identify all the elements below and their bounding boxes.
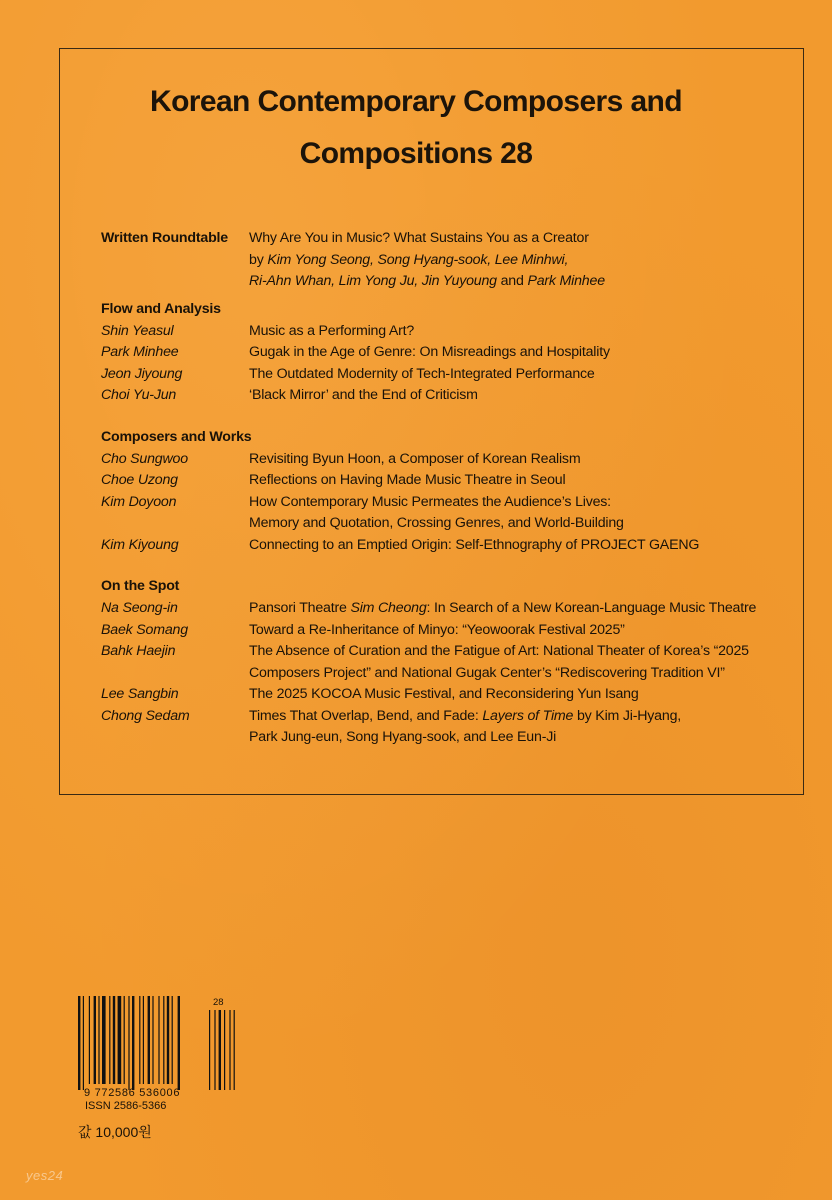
section-heading: Written Roundtable	[101, 230, 228, 246]
book-title	[0, 76, 832, 180]
article-author: Kim Doyoon	[101, 493, 177, 510]
section-on-the-spot	[101, 574, 781, 749]
article-author: Lee Sangbin	[101, 686, 179, 702]
barcode-bar	[78, 996, 80, 1090]
article-title: Revisiting Byun Hoon, a Composer of Korean Realism	[249, 450, 581, 467]
barcode-addon-bar	[234, 1010, 235, 1090]
section-written-roundtable	[101, 228, 781, 293]
section-heading: Composers and Works	[101, 428, 252, 445]
article-title: ‘Black Mirror’ and the End of Criticism	[249, 387, 478, 403]
barcode-addon-bar	[214, 1010, 215, 1090]
barcode-bar	[113, 996, 115, 1084]
article-author: Choi Yu-Jun	[101, 387, 177, 403]
article-author: Park Minhee	[101, 344, 179, 360]
barcode-bar	[94, 996, 96, 1084]
roundtable-authors-line-2: Ri-Ahn Whan, Lim Yong Ju, Jin Yuyoung and Park Minhee	[249, 273, 605, 289]
list-item	[101, 684, 781, 706]
issn: ISSN 2586-5366	[85, 1100, 167, 1112]
article-title: The Outdated Modernity of Tech-Integrated Performance	[249, 365, 595, 382]
roundtable-row	[101, 228, 781, 293]
list-item	[101, 449, 781, 471]
section-heading: Flow and Analysis	[101, 300, 221, 317]
list-item	[101, 598, 781, 620]
list-item	[101, 342, 781, 364]
barcode-bar	[124, 996, 125, 1084]
barcode-bar	[83, 996, 84, 1090]
barcode-bar	[148, 996, 150, 1084]
list-item	[101, 535, 781, 557]
title-line-2: Compositions 28	[299, 137, 533, 170]
article-author: Kim Kiyoung	[101, 536, 179, 553]
roundtable-authors-line-1: by Kim Yong Seong, Song Hyang-sook, Lee Minhwi,	[249, 251, 569, 268]
list-item	[101, 492, 781, 535]
barcode-bar	[109, 996, 110, 1084]
barcode-bar	[102, 996, 106, 1084]
list-item	[101, 641, 781, 684]
list-item	[101, 321, 781, 343]
watermark: yes24	[26, 1168, 64, 1183]
barcode-bar	[163, 996, 164, 1084]
list-item	[101, 470, 781, 492]
roundtable-title: Why Are You in Music? What Sustains You as a Creator	[249, 230, 589, 246]
article-title: The 2025 KOCOA Music Festival, and Reconsidering Yun Isang	[249, 686, 639, 702]
article-title: Gugak in the Age of Genre: On Misreadings and Hospitality	[249, 344, 610, 360]
barcode-digits: 9 772586 536006	[84, 1087, 181, 1099]
list-item	[101, 385, 781, 407]
barcode-addon-bar	[229, 1010, 230, 1090]
barcode-bar	[178, 996, 180, 1090]
price: 값 10,000원	[78, 1124, 152, 1140]
article-title: Connecting to an Emptied Origin: Self-Ethnography of PROJECT GAENG	[249, 536, 700, 553]
article-author: Chong Sedam	[101, 707, 190, 724]
article-author: Na Seong-in	[101, 600, 178, 616]
article-title: How Contemporary Music Permeates the Audience’s Lives: Memory and Quotation, Crossing Genres, and World-Building	[249, 493, 624, 531]
section-heading: On the Spot	[101, 578, 180, 594]
barcode-bar	[128, 996, 129, 1090]
article-author: Bahk Haejin	[101, 643, 176, 659]
barcode-addon-bar	[224, 1010, 225, 1090]
barcode-bar	[89, 996, 90, 1084]
article-author: Baek Somang	[101, 621, 188, 638]
article-title: The Absence of Curation and the Fatigue of Art: National Theater of Korea’s “2025 Composers Project” and National Gugak Center’s “Rediscovering Tradition VI”	[249, 643, 749, 681]
article-title: Toward a Re-Inheritance of Minyo: “Yeowoorak Festival 2025”	[249, 621, 625, 638]
barcode-bars	[78, 996, 248, 1091]
list-item	[101, 364, 781, 386]
barcode-bar	[98, 996, 99, 1084]
barcode-bar	[167, 996, 169, 1084]
table-of-contents	[101, 228, 781, 749]
barcode-bar	[139, 996, 140, 1084]
article-author: Shin Yeasul	[101, 322, 174, 339]
roundtable-entry	[249, 228, 781, 293]
barcode-addon-digits: 28	[213, 997, 224, 1008]
article-title: Music as a Performing Art?	[249, 322, 415, 339]
barcode-bar	[152, 996, 153, 1084]
article-title: Reflections on Having Made Music Theatre in Seoul	[249, 472, 566, 488]
barcode-addon-bar	[219, 1010, 221, 1090]
article-title: Times That Overlap, Bend, and Fade: Layers of Time by Kim Ji-Hyang, Park Jung-eun, Song Hyang-sook, and Lee Eun-Ji	[249, 707, 681, 745]
article-author: Cho Sungwoo	[101, 450, 188, 467]
article-author: Choe Uzong	[101, 472, 178, 488]
barcode-bar	[158, 996, 159, 1084]
section-composers-and-works	[101, 425, 781, 557]
article-author: Jeon Jiyoung	[101, 365, 183, 382]
barcode-bar	[132, 996, 134, 1090]
list-item	[101, 620, 781, 642]
barcode-bar	[143, 996, 144, 1084]
barcode-addon-bar	[209, 1010, 210, 1090]
barcode-bar	[118, 996, 122, 1084]
section-flow-and-analysis	[101, 297, 781, 407]
title-line-1: Korean Contemporary Composers and	[150, 85, 682, 118]
barcode	[78, 996, 248, 1091]
barcode-bar	[172, 996, 173, 1084]
list-item	[101, 706, 781, 749]
article-title: Pansori Theatre Sim Cheong: In Search of a New Korean-Language Music Theatre	[249, 600, 757, 616]
